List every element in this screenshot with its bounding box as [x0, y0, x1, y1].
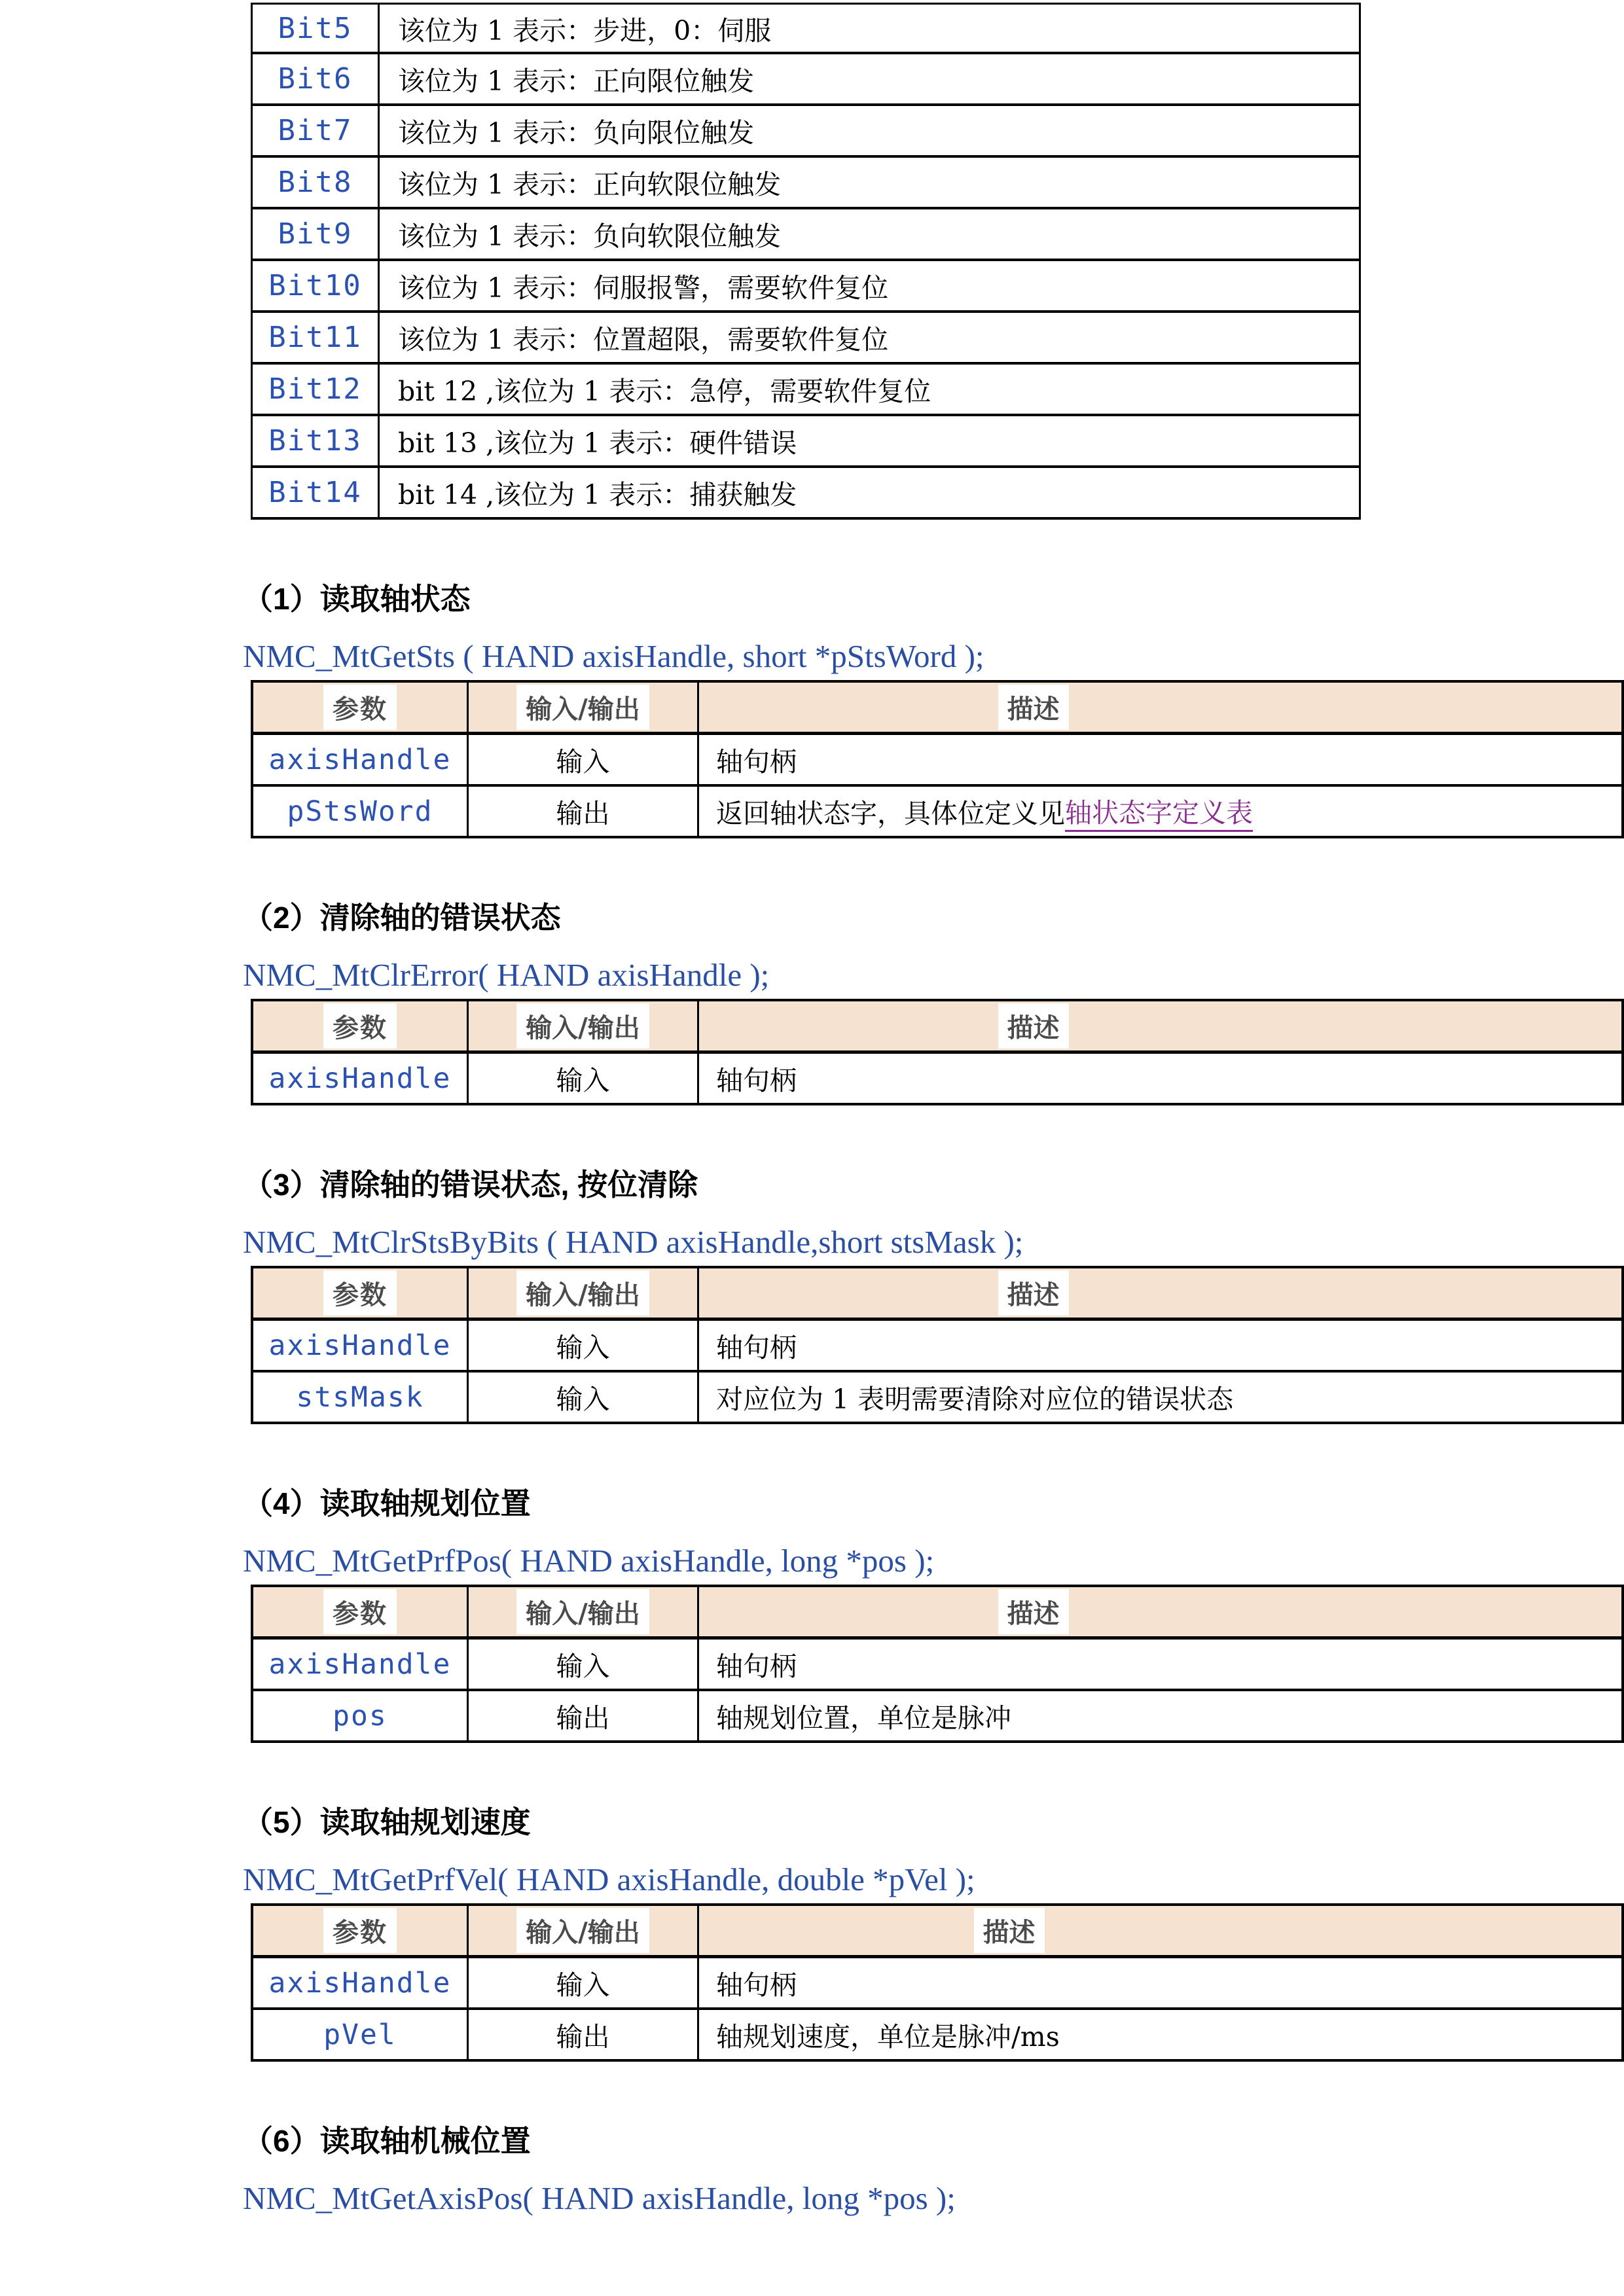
- parameter-table: [251, 1903, 1624, 2062]
- header-param-cell: [253, 683, 467, 732]
- param-desc: [697, 787, 1367, 836]
- param-name: stsMask: [296, 1380, 424, 1414]
- param-desc: [697, 2010, 1269, 2059]
- param-table-row: [251, 2010, 1624, 2062]
- header-param-cell: [253, 1906, 467, 1955]
- param-desc-text: 轴句柄: [716, 746, 797, 778]
- param-table-header-row: [251, 680, 1624, 735]
- function-signature: NMC_MtClrError( HAND axisHandle );: [243, 957, 770, 993]
- section-heading: （4）读取轴规划位置: [243, 1486, 531, 1520]
- param-desc-text: 轴规划速度，单位是脉冲/ms: [716, 2021, 1060, 2053]
- bit-label: Bit10: [253, 261, 380, 310]
- param-io: 输入: [467, 1054, 697, 1103]
- param-desc-text: 轴句柄: [716, 1651, 797, 1682]
- bit-table-row: [251, 54, 1361, 106]
- function-signature: NMC_MtGetPrfPos( HAND axisHandle, long *pos );: [243, 1543, 935, 1579]
- header-desc-label: 描述: [998, 1589, 1069, 1634]
- bit-label: Bit7: [253, 106, 380, 155]
- header-io-cell: [467, 1906, 697, 1955]
- bit-table-row: [251, 209, 1361, 261]
- param-desc-text: 轴句柄: [716, 1969, 797, 2001]
- param-table-header-row: [251, 1903, 1624, 1958]
- bit-description: bit 13 ,该位为 1 表示：硬件错误: [398, 427, 797, 459]
- header-param-cell: [253, 1001, 467, 1050]
- section-6: [0, 2124, 1624, 2217]
- header-io-label: 输入/输出: [516, 1908, 649, 1953]
- bit-description: bit 12 ,该位为 1 表示：急停，需要软件复位: [398, 376, 931, 407]
- bit-table-row: [251, 468, 1361, 520]
- param-table-row: [251, 787, 1624, 838]
- param-name: pVel: [323, 2018, 397, 2051]
- bit-table-row: [251, 3, 1361, 54]
- header-io-cell: [467, 1001, 697, 1050]
- param-io: 输出: [467, 1691, 697, 1740]
- header-param-label: 参数: [323, 1003, 397, 1049]
- param-name: axisHandle: [268, 1062, 452, 1095]
- param-desc-text: 轴规划位置，单位是脉冲: [716, 1702, 1011, 1734]
- header-desc-cell: [697, 1268, 1367, 1318]
- param-table-row: [251, 1691, 1624, 1743]
- param-name: axisHandle: [268, 1966, 452, 2000]
- function-signature: NMC_MtGetSts ( HAND axisHandle, short *pStsWord );: [243, 638, 984, 674]
- header-desc-label: 描述: [974, 1908, 1045, 1953]
- param-desc-text: 对应位为 1 表明需要清除对应位的错误状态: [716, 1384, 1234, 1415]
- parameter-table: [251, 999, 1624, 1105]
- bit-label: Bit9: [253, 209, 380, 259]
- param-table-row: [251, 1958, 1624, 2010]
- link-axis-status-word-table[interactable]: 轴状态字定义表: [1065, 791, 1253, 832]
- header-io-label: 输入/输出: [516, 685, 649, 730]
- bit-description: 该位为 1 表示：位置超限，需要软件复位: [398, 324, 889, 355]
- param-table-row: [251, 1321, 1624, 1372]
- param-io: 输入: [467, 1958, 697, 2007]
- header-param-cell: [253, 1268, 467, 1318]
- header-desc-label: 描述: [998, 1003, 1069, 1049]
- header-io-cell: [467, 1268, 697, 1318]
- parameter-table: [251, 1585, 1624, 1743]
- bit-label: Bit5: [253, 5, 380, 52]
- param-desc: [697, 1321, 1367, 1370]
- section-heading: （2）清除轴的错误状态: [243, 901, 561, 935]
- section-1: [0, 582, 1624, 838]
- section-heading: （5）读取轴规划速度: [243, 1805, 531, 1839]
- parameter-table: [251, 1266, 1624, 1424]
- bit-label: Bit12: [253, 365, 380, 414]
- header-io-cell: [467, 1587, 697, 1636]
- bit-label: Bit6: [253, 54, 380, 103]
- section-3: [0, 1168, 1624, 1424]
- param-desc-text: 返回轴状态字，具体位定义见: [716, 798, 1065, 829]
- param-io: 输入: [467, 735, 697, 784]
- bit-description: 该位为 1 表示：正向限位触发: [398, 65, 755, 97]
- param-desc: [697, 735, 1367, 784]
- param-table-row: [251, 1372, 1624, 1424]
- param-table-row: [251, 735, 1624, 787]
- param-io: 输入: [467, 1640, 697, 1689]
- header-param-label: 参数: [323, 1270, 397, 1316]
- param-desc: [697, 1372, 1367, 1422]
- header-io-label: 输入/输出: [516, 1003, 649, 1049]
- section-heading: （6）读取轴机械位置: [243, 2124, 531, 2158]
- bit-label: Bit14: [253, 468, 380, 517]
- header-param-label: 参数: [323, 1589, 397, 1634]
- bit-description: 该位为 1 表示：负向限位触发: [398, 117, 755, 149]
- parameter-table: [251, 680, 1624, 838]
- section-heading: （3）清除轴的错误状态, 按位清除: [243, 1168, 698, 1202]
- function-signature: NMC_MtGetAxisPos( HAND axisHandle, long *pos );: [243, 2180, 956, 2216]
- param-desc: [697, 1691, 1367, 1740]
- function-signature: NMC_MtClrStsByBits ( HAND axisHandle,short stsMask );: [243, 1224, 1024, 1260]
- section-5: [0, 1805, 1624, 2062]
- header-desc-cell: [697, 1906, 1319, 1955]
- bit-description: 该位为 1 表示：负向软限位触发: [398, 221, 782, 252]
- param-name: axisHandle: [268, 1329, 452, 1362]
- bit-description: 该位为 1 表示：正向软限位触发: [398, 169, 782, 200]
- header-io-label: 输入/输出: [516, 1589, 649, 1634]
- header-param-label: 参数: [323, 685, 397, 730]
- bit-table-row: [251, 313, 1361, 365]
- bit-description: bit 14 ,该位为 1 表示：捕获触发: [398, 479, 797, 511]
- header-desc-label: 描述: [998, 685, 1069, 730]
- header-io-cell: [467, 683, 697, 732]
- param-io: 输出: [467, 2010, 697, 2059]
- bit-label: Bit8: [253, 158, 380, 207]
- bit-table-row: [251, 261, 1361, 313]
- header-desc-label: 描述: [998, 1270, 1069, 1316]
- section-heading: （1）读取轴状态: [243, 582, 471, 616]
- param-io: 输入: [467, 1321, 697, 1370]
- param-desc-text: 轴句柄: [716, 1065, 797, 1096]
- section-2: [0, 901, 1624, 1105]
- header-param-label: 参数: [323, 1908, 397, 1953]
- bit-label: Bit11: [253, 313, 380, 362]
- param-desc: [697, 1958, 1269, 2007]
- bit-status-table: [251, 3, 1361, 520]
- bit-table-row: [251, 106, 1361, 158]
- param-name: axisHandle: [268, 1647, 452, 1681]
- header-desc-cell: [697, 683, 1367, 732]
- param-desc: [697, 1054, 1367, 1103]
- param-table-header-row: [251, 1585, 1624, 1640]
- param-name: pos: [333, 1699, 388, 1732]
- bit-table-row: [251, 365, 1361, 416]
- header-desc-cell: [697, 1001, 1367, 1050]
- bit-label: Bit13: [253, 416, 380, 465]
- header-io-label: 输入/输出: [516, 1270, 649, 1316]
- bit-table-row: [251, 416, 1361, 468]
- param-io: 输出: [467, 787, 697, 836]
- function-signature: NMC_MtGetPrfVel( HAND axisHandle, double *pVel );: [243, 1861, 975, 1897]
- param-table-header-row: [251, 999, 1624, 1054]
- sections-container: [0, 582, 1624, 2217]
- param-io: 输入: [467, 1372, 697, 1422]
- param-desc: [697, 1640, 1367, 1689]
- param-table-header-row: [251, 1266, 1624, 1321]
- header-param-cell: [253, 1587, 467, 1636]
- bit-table-row: [251, 158, 1361, 209]
- param-name: pStsWord: [287, 795, 433, 828]
- header-desc-cell: [697, 1587, 1367, 1636]
- bit-description: 该位为 1 表示：伺服报警，需要软件复位: [398, 272, 889, 304]
- section-4: [0, 1486, 1624, 1743]
- bit-description: 该位为 1 表示：步进，0：伺服: [398, 14, 772, 46]
- param-name: axisHandle: [268, 743, 452, 776]
- param-desc-text: 轴句柄: [716, 1332, 797, 1363]
- param-table-row: [251, 1054, 1624, 1105]
- param-table-row: [251, 1640, 1624, 1691]
